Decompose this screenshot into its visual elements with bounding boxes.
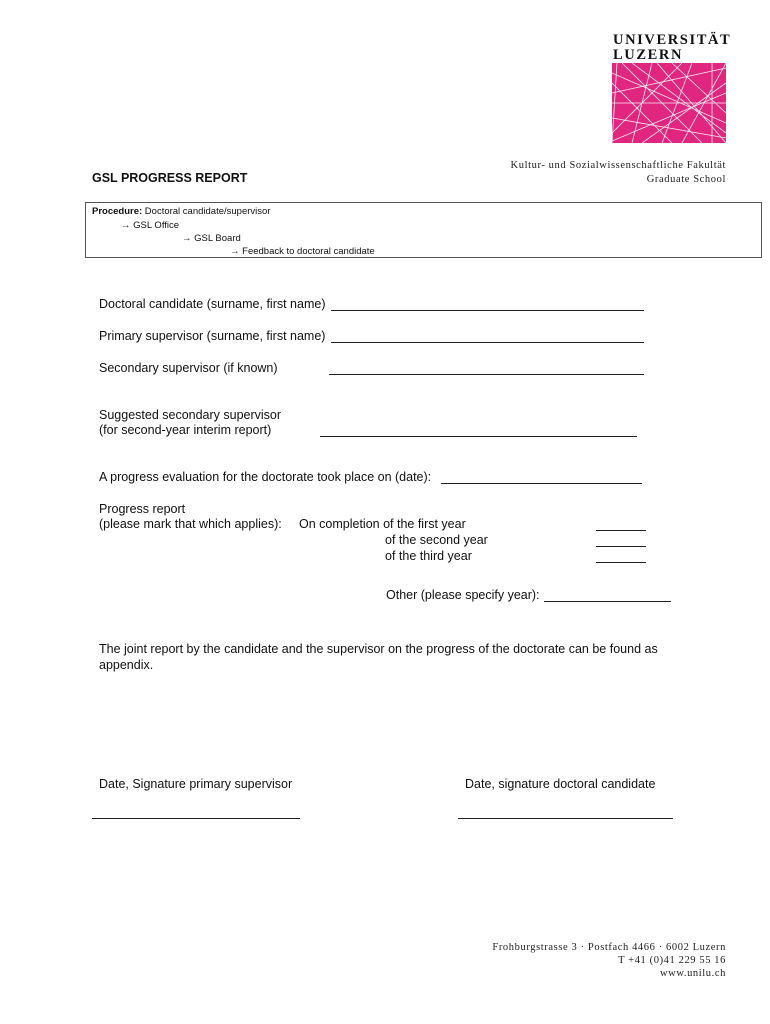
procedure-step-1 bbox=[92, 205, 270, 219]
faculty-name: Kultur- und Sozialwissenschaftliche Fakultät bbox=[510, 160, 726, 171]
primary-supervisor-label: Primary supervisor (surname, first name) bbox=[99, 329, 326, 343]
progress-heading: Progress report bbox=[99, 502, 186, 516]
second-year-mark[interactable] bbox=[596, 546, 646, 547]
procedure-step-4: → Feedback to doctoral candidate bbox=[230, 246, 375, 257]
candidate-label: Doctoral candidate (surname, first name) bbox=[99, 297, 326, 311]
secondary-supervisor-label: Secondary supervisor (if known) bbox=[99, 361, 278, 375]
secondary-supervisor-field[interactable] bbox=[329, 374, 644, 375]
university-logo-graphic bbox=[612, 63, 726, 143]
page-title: GSL PROGRESS REPORT bbox=[92, 171, 248, 185]
footer-address: Frohburgstrasse 3 · Postfach 4466 · 6002 Luzern bbox=[492, 942, 726, 953]
suggested-supervisor-label: Suggested secondary supervisor bbox=[99, 408, 282, 422]
candidate-signature-field[interactable] bbox=[458, 818, 673, 819]
primary-supervisor-field[interactable] bbox=[331, 342, 644, 343]
option-third-year: of the third year bbox=[385, 549, 472, 563]
primary-signature-label: Date, Signature primary supervisor bbox=[99, 777, 293, 791]
footer-website: www.unilu.ch bbox=[659, 968, 726, 979]
progress-instruction: (please mark that which applies): bbox=[99, 517, 282, 531]
procedure-label: Procedure: bbox=[92, 206, 143, 217]
footer-phone: T +41 (0)41 229 55 16 bbox=[618, 955, 726, 966]
primary-signature-field[interactable] bbox=[92, 818, 300, 819]
evaluation-date-label: A progress evaluation for the doctorate took place on (date): bbox=[99, 470, 432, 484]
procedure-step-1-text: Doctoral candidate/supervisor bbox=[144, 206, 271, 217]
candidate-field[interactable] bbox=[331, 310, 644, 311]
university-name-line2: LUZERN bbox=[613, 47, 684, 63]
evaluation-date-field[interactable] bbox=[441, 483, 642, 484]
suggested-supervisor-note: (for second-year interim report) bbox=[99, 423, 272, 437]
option-first-year: On completion of the first year bbox=[299, 517, 466, 531]
candidate-signature-label: Date, signature doctoral candidate bbox=[465, 777, 656, 791]
option-other-label: Other (please specify year): bbox=[386, 588, 540, 602]
joint-report-text: The joint report by the candidate and the supervisor on the progress of the doctorate can be found as appendix. bbox=[99, 642, 658, 672]
option-second-year: of the second year bbox=[385, 533, 488, 547]
first-year-mark[interactable] bbox=[596, 530, 646, 531]
procedure-step-3: → GSL Board bbox=[182, 233, 241, 244]
suggested-supervisor-field[interactable] bbox=[320, 436, 637, 437]
other-year-field[interactable] bbox=[544, 601, 671, 602]
third-year-mark[interactable] bbox=[596, 562, 646, 563]
procedure-step-2: → GSL Office bbox=[121, 220, 180, 231]
university-name-line1: UNIVERSITÄT bbox=[613, 32, 732, 48]
graduate-school: Graduate School bbox=[646, 174, 726, 185]
